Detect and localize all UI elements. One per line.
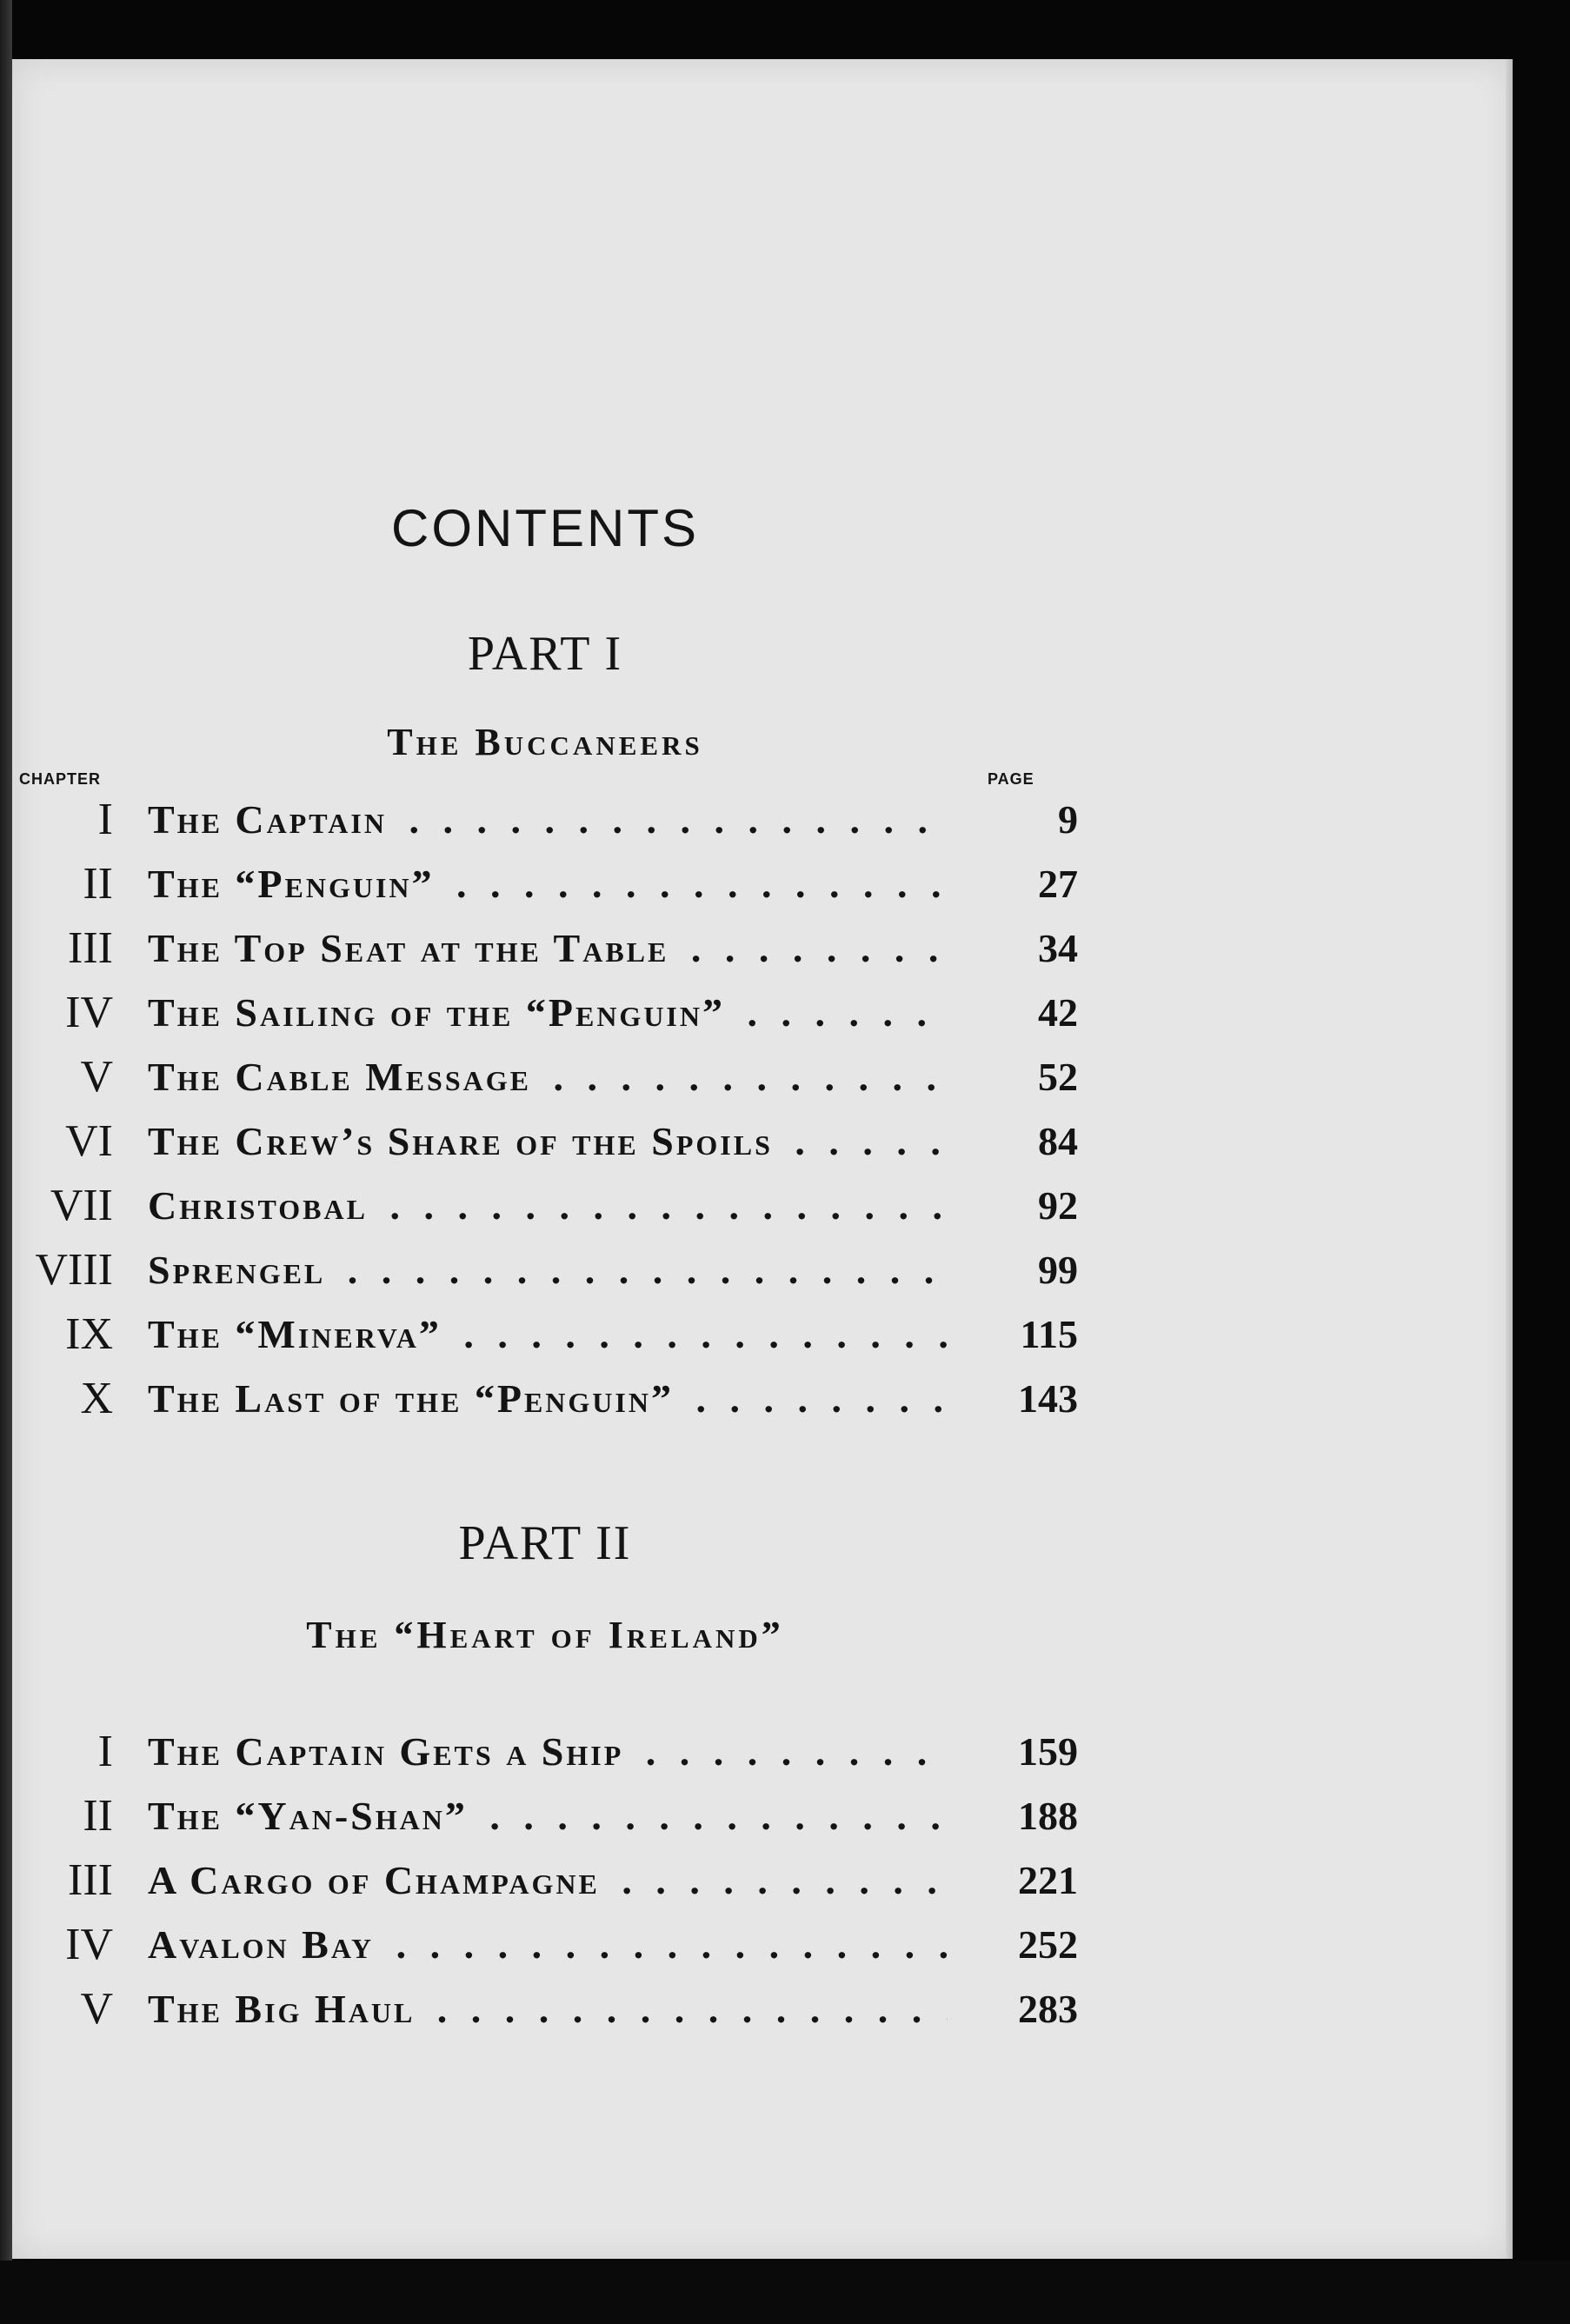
toc-entry[interactable] (12, 1051, 1078, 1112)
toc-entry[interactable] (12, 1726, 1078, 1787)
toc-entry[interactable] (12, 1244, 1078, 1305)
chapter-title: The “Penguin” . . (148, 858, 948, 910)
chapter-title: The Cable Message . . (148, 1051, 948, 1103)
page-number: 84 (955, 1115, 1078, 1168)
chapter-title: A Cargo of Champagne . . (148, 1855, 948, 1907)
contents-area (12, 59, 1078, 2259)
page-column-label: PAGE (988, 770, 1034, 788)
page-number: 221 (955, 1855, 1078, 1907)
chapter-number: VI (65, 1116, 113, 1166)
toc-entry[interactable] (12, 1983, 1078, 2044)
toc-entry[interactable] (12, 1919, 1078, 1980)
page-number: 27 (955, 858, 1078, 910)
part-1-subtitle: The Buccaneers (387, 721, 703, 763)
chapter-title: The Big Haul . . (148, 1983, 948, 2035)
chapter-number: IV (65, 1920, 113, 1969)
part-2-heading: PART II (458, 1516, 632, 1570)
toc-entry[interactable] (12, 1373, 1078, 1434)
page-number: 52 (955, 1051, 1078, 1103)
chapter-title: Christobal . . (148, 1180, 948, 1232)
chapter-number: VIII (35, 1245, 113, 1295)
toc-entry[interactable] (12, 1790, 1078, 1851)
toc-entry[interactable] (12, 1180, 1078, 1241)
chapter-title: The “Yan-Shan” . . (148, 1790, 948, 1842)
scan-edge-left (0, 0, 12, 2324)
toc-entry[interactable] (12, 922, 1078, 983)
toc-entry[interactable] (12, 858, 1078, 919)
book-page (12, 59, 1513, 2259)
page-edge-shadow (1506, 59, 1513, 2259)
chapter-title: The Crew’s Share of the Spoils . . (148, 1115, 948, 1168)
part-2-subtitle: The “Heart of Ireland” (306, 1614, 784, 1656)
chapter-number: III (68, 1855, 113, 1905)
page-number: 188 (955, 1790, 1078, 1842)
chapter-number: VII (50, 1181, 113, 1230)
page-number: 42 (955, 987, 1078, 1039)
chapter-number: I (97, 1727, 113, 1776)
page-number: 252 (955, 1919, 1078, 1971)
chapter-title: Avalon Bay . . (148, 1919, 948, 1971)
chapter-number: IX (65, 1309, 113, 1359)
chapter-title: The Sailing of the “Penguin” . . (148, 987, 948, 1039)
toc-entry[interactable] (12, 987, 1078, 1048)
page-number: 34 (955, 922, 1078, 975)
chapter-title: The Captain . . (148, 794, 948, 846)
toc-entry[interactable] (12, 1115, 1078, 1176)
page-number: 283 (955, 1983, 1078, 2035)
chapter-column-label: CHAPTER (19, 770, 102, 788)
chapter-number: II (83, 859, 113, 909)
chapter-number: IV (65, 988, 113, 1037)
page-number: 143 (955, 1373, 1078, 1425)
chapter-title: The Top Seat at the Table . . (148, 922, 948, 975)
chapter-number: III (68, 923, 113, 973)
chapter-title: The “Minerva” . . (148, 1308, 948, 1361)
page-number: 99 (955, 1244, 1078, 1296)
chapter-number: II (83, 1791, 113, 1841)
chapter-number: V (80, 1052, 113, 1102)
page-number: 159 (955, 1726, 1078, 1778)
chapter-title: The Captain Gets a Ship . . (148, 1726, 948, 1778)
chapter-title: Sprengel . . (148, 1244, 948, 1296)
chapter-number: V (80, 1984, 113, 2034)
toc-entry[interactable] (12, 1308, 1078, 1369)
chapter-title: The Last of the “Penguin” . . (148, 1373, 948, 1425)
chapter-number: I (97, 795, 113, 844)
page-number: 9 (955, 794, 1078, 846)
page-number: 115 (955, 1308, 1078, 1361)
page-title: CONTENTS (391, 499, 699, 557)
part-1-heading: PART I (467, 627, 623, 681)
scan-edge-bottom (0, 2261, 1570, 2324)
page-number: 92 (955, 1180, 1078, 1232)
toc-entry[interactable] (12, 1855, 1078, 1915)
chapter-number: X (80, 1374, 113, 1423)
toc-entry[interactable] (12, 794, 1078, 855)
